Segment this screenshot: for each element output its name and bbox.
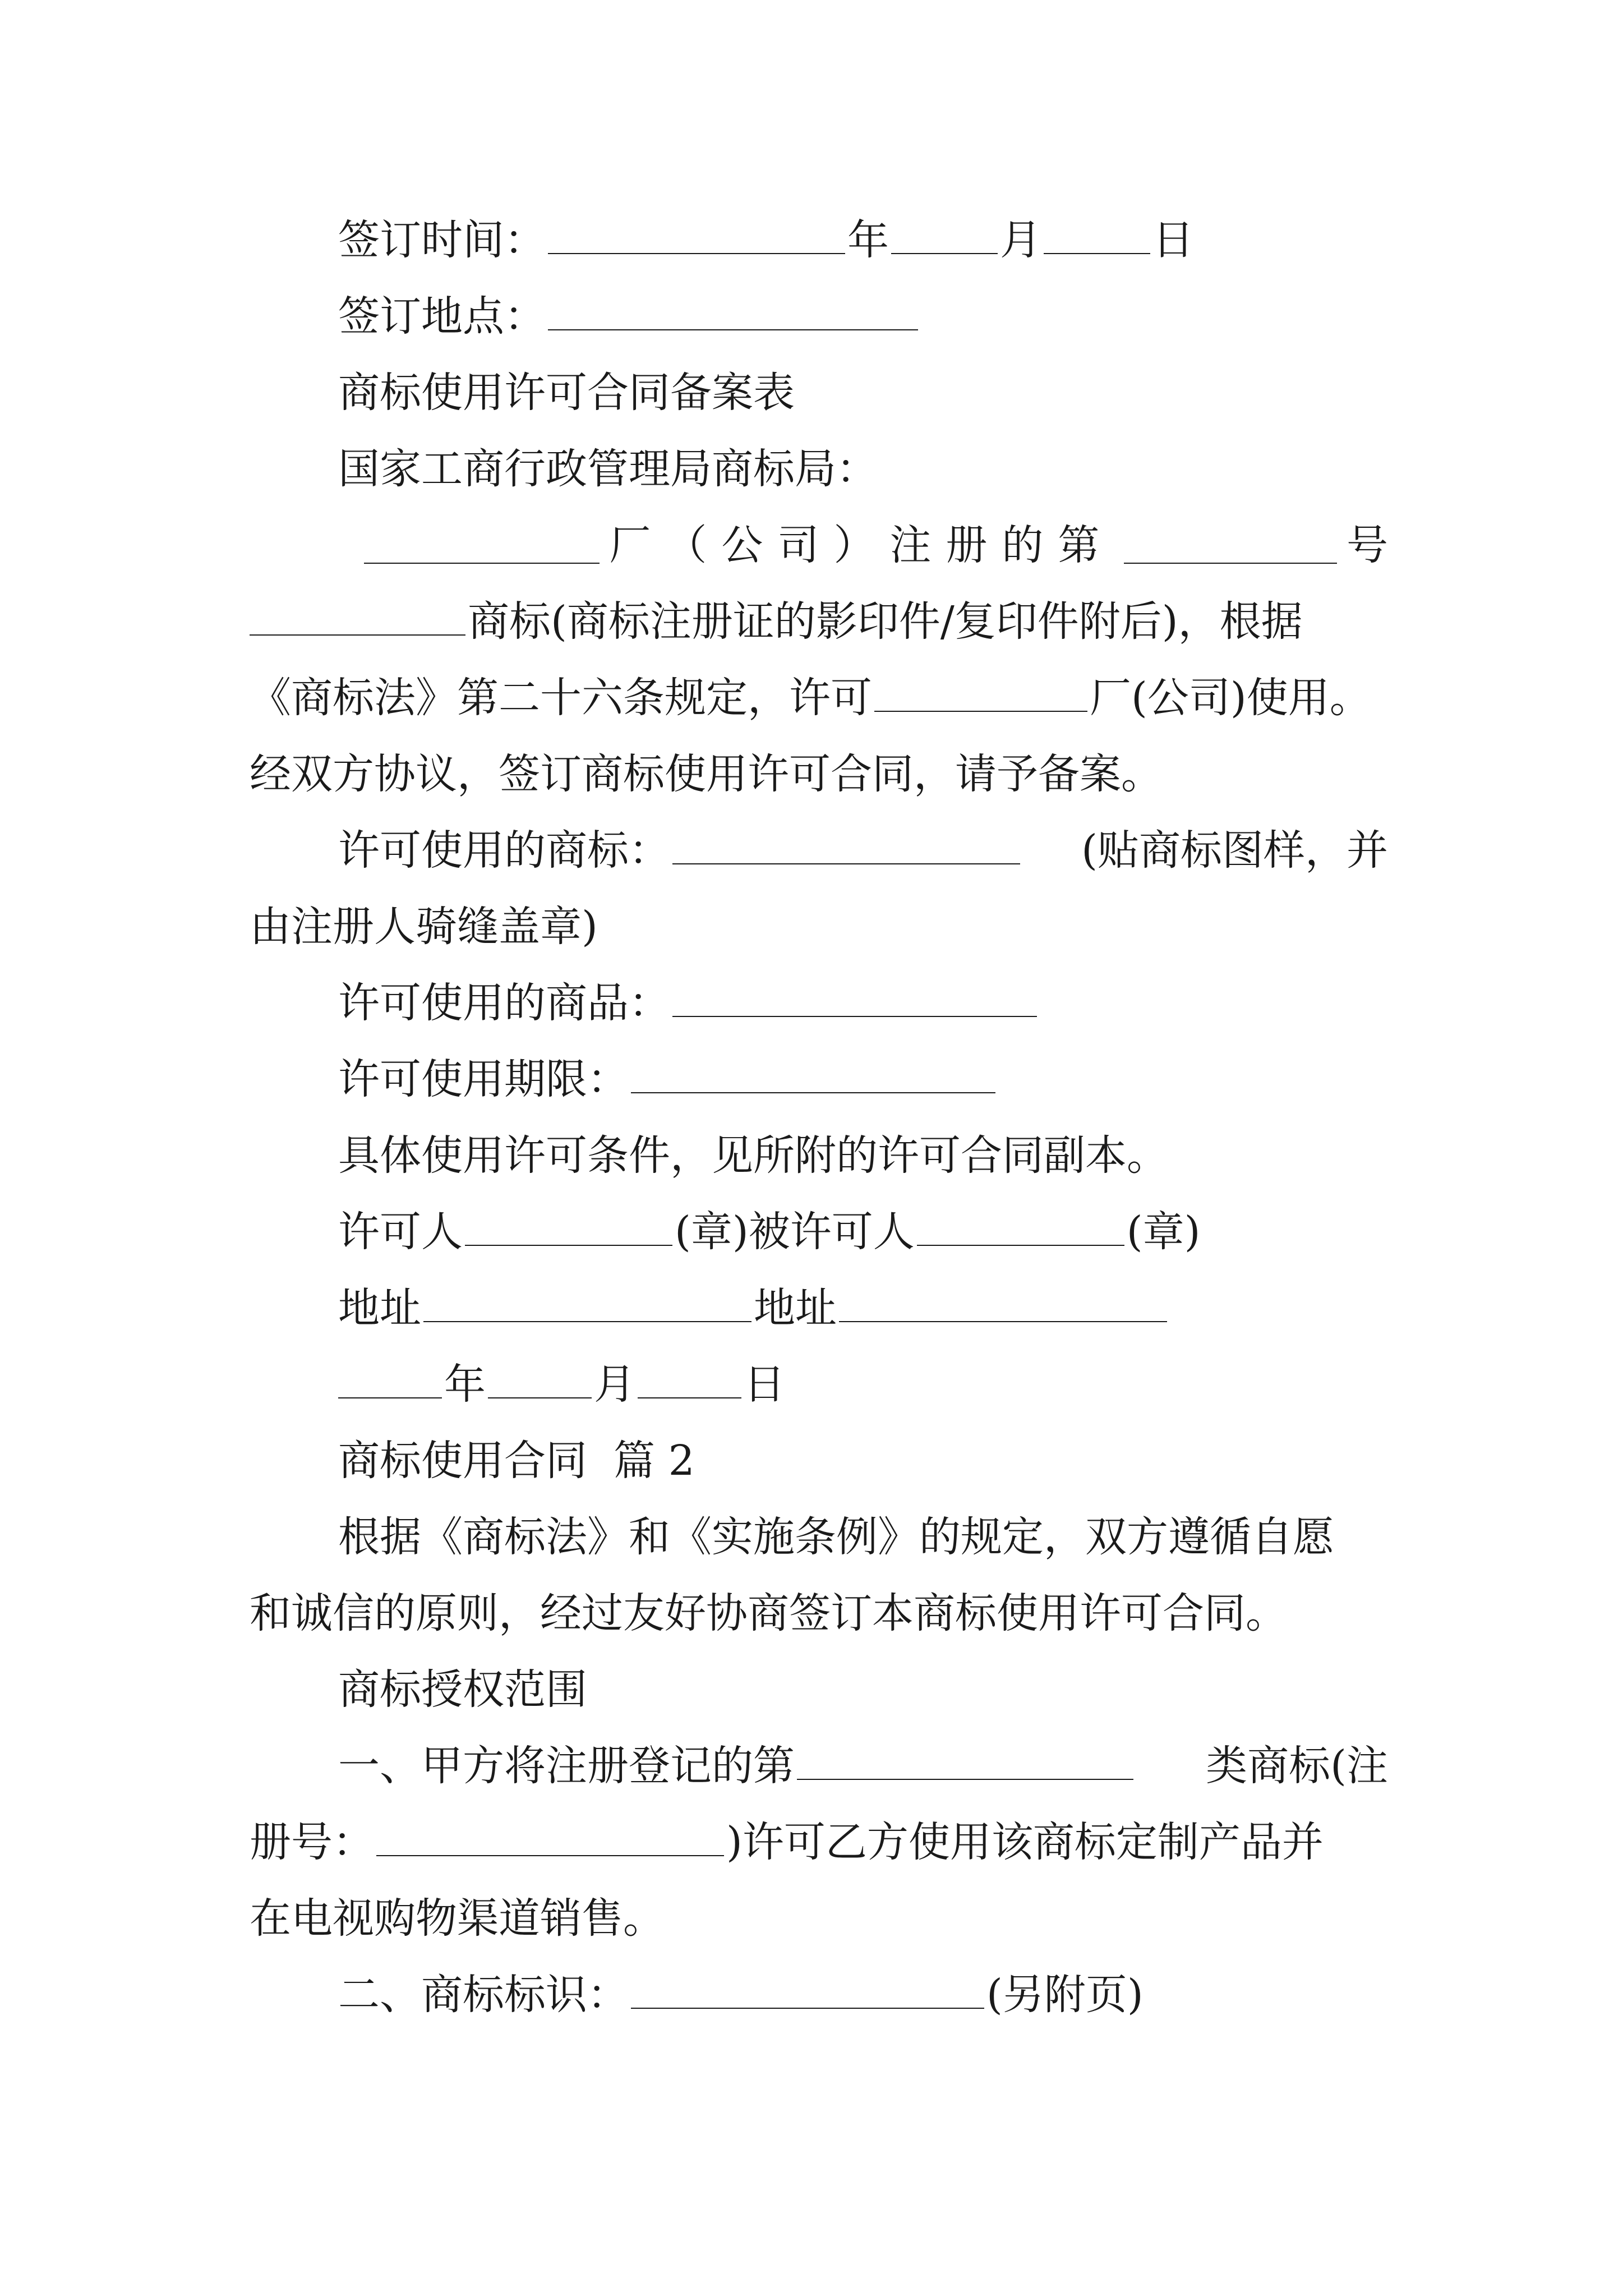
conditions-text: 具体使用许可条件，见所附的许可合同副本。 [338,1131,1168,1180]
licensed-goods-line [250,969,1388,1037]
licensed-term-line [250,1046,1388,1113]
parties-line [250,1198,1388,1266]
filing-title: 商标使用许可合同备案表 [338,369,795,417]
sign-place-line [250,283,1388,350]
clause1-prefix: 一、甲方将注册登记的第 [338,1742,795,1790]
licensor-label: 许可人 [338,1208,463,1256]
para1-line1 [250,512,1388,579]
year-label: 年 [847,216,889,264]
contract2-title: 商标使用合同 篇 2 [338,1437,695,1485]
licensed-mark-line [250,817,1388,884]
para1-line2 [250,588,1388,655]
sign-time-label: 签订时间： [338,216,546,264]
licensed-mark-note: (贴商标图样，并 [1081,826,1388,875]
date-day-label: 日 [744,1360,785,1409]
licensed-goods-label: 许可使用的商品： [338,979,670,1027]
registration-number-blank [1124,527,1337,564]
trademark-mark-blank [631,1972,984,2009]
sign-place-blank [548,293,918,330]
class-blank [797,1743,1133,1780]
address-blank-1 [423,1285,751,1322]
licensed-mark-label: 许可使用的商标： [338,826,670,875]
licensor-seal: (章) [675,1208,749,1256]
scope-title: 商标授权范围 [338,1665,587,1714]
para1-line3 [250,664,1388,731]
clause2-line [250,1961,1388,2028]
address-label-2: 地址 [754,1284,837,1332]
clause1-line2 [250,1809,1388,1876]
use-text: 厂(公司)使用。 [1090,674,1371,722]
number-text: 号 [1346,521,1388,569]
para1-line4: 经双方协议，签订商标使用许可合同，请予备案。 [250,750,1163,798]
address-line [250,1274,1388,1342]
date-month-label: 月 [594,1360,635,1409]
date-year-label: 年 [444,1360,486,1409]
sign-month-blank [891,217,998,254]
clause2-note: (另附页) [986,1971,1144,2019]
licensed-term-blank [631,1056,995,1093]
date-month-blank [488,1361,592,1398]
licensee-blank [917,1209,1124,1246]
licensor-blank [465,1209,672,1246]
sign-time-line [250,206,1388,274]
licensor-factory-blank [364,527,600,564]
clause1-line1 [250,1732,1388,1800]
address-blank-2 [839,1285,1167,1322]
contract2-intro-2: 和诚信的原则，经过友好协商签订本商标使用许可合同。 [250,1589,1287,1637]
clause1-suffix: 类商标(注 [1206,1742,1388,1790]
clause2-label: 二、商标标识： [338,1971,629,2019]
licensed-mark-note2: 由注册人骑缝盖章) [250,903,598,951]
licensee-label: 被许可人 [748,1208,915,1256]
trademark-blank [250,599,465,636]
law-clause: 《商标法》第二十六条规定，许可 [250,674,872,722]
factory-text: 厂（公司）注册的第 [609,521,1114,569]
trademark-note: 商标(商标注册证的影印件/复印件附后)，根据 [468,597,1303,646]
sign-year-blank [548,217,845,254]
date-line [250,1351,1388,1418]
reg-suffix: )许可乙方使用该商标定制产品并 [726,1818,1324,1866]
month-label: 月 [1000,216,1041,264]
licensed-term-label: 许可使用期限： [338,1055,629,1103]
clause1-line3: 在电视购物渠道销售。 [250,1894,665,1943]
sign-day-blank [1044,217,1150,254]
address-label-1: 地址 [338,1284,421,1332]
licensee-seal: (章) [1126,1208,1201,1256]
licensed-mark-blank [672,827,1020,864]
addressee: 国家工商行政管理局商标局： [338,445,878,493]
reg-label: 册号： [250,1818,374,1866]
day-label: 日 [1152,216,1194,264]
licensed-goods-blank [672,980,1037,1017]
contract2-intro-1: 根据《商标法》和《实施条例》的规定，双方遵循自愿 [338,1513,1334,1561]
licensee-factory-blank [874,675,1087,712]
reg-number-blank [376,1819,724,1856]
date-day-blank [638,1361,741,1398]
date-year-blank [338,1361,442,1398]
sign-place-label: 签订地点： [338,292,546,341]
